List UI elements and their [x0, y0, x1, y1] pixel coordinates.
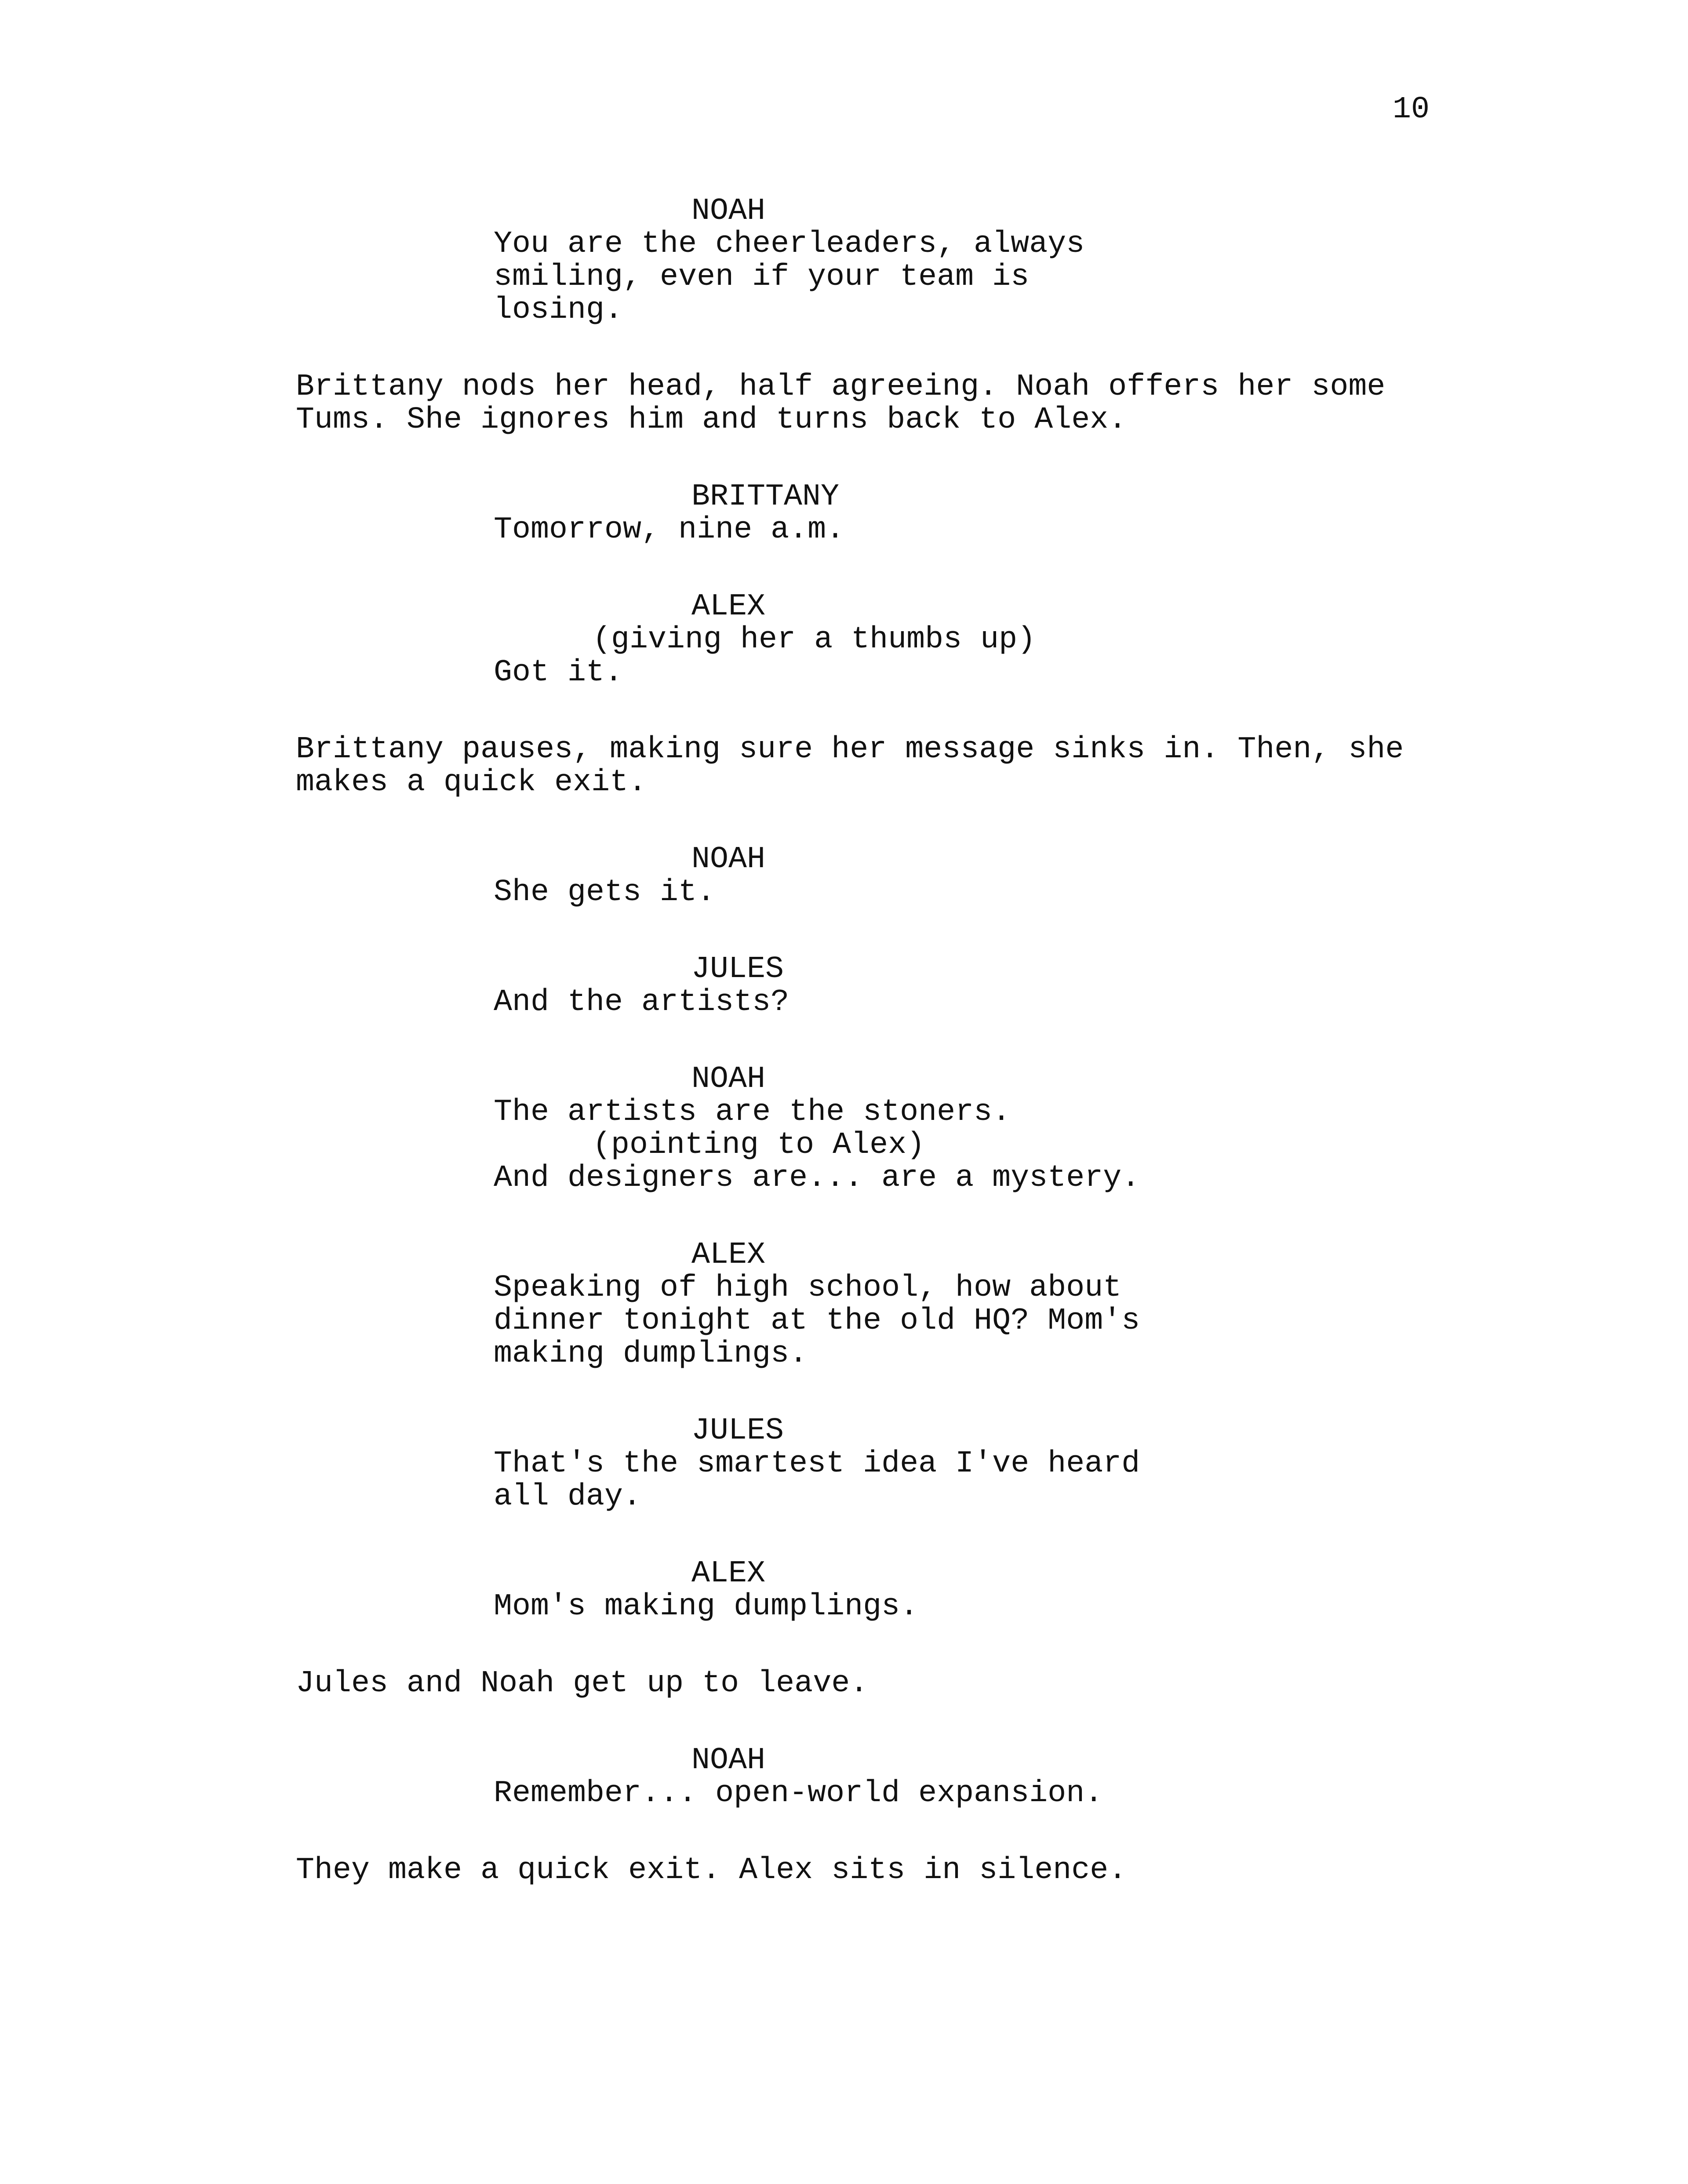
dialogue-line: Speaking of high school, how about: [494, 1271, 1122, 1305]
character-name: BRITTANY: [691, 480, 840, 514]
character-name: NOAH: [691, 842, 766, 877]
parenthetical: (pointing to Alex): [593, 1128, 925, 1163]
dialogue-line: Remember... open-world expansion.: [494, 1776, 1103, 1811]
action-line: makes a quick exit.: [296, 765, 647, 800]
character-name: NOAH: [691, 1743, 766, 1778]
dialogue-line: And the artists?: [494, 985, 789, 1020]
dialogue-line: That's the smartest idea I've heard: [494, 1446, 1140, 1481]
page-number: 10: [1393, 92, 1430, 127]
action-line: Jules and Noah get up to leave.: [296, 1666, 869, 1701]
dialogue-line: You are the cheerleaders, always: [494, 227, 1085, 262]
character-name: NOAH: [691, 194, 766, 229]
action-line: Brittany pauses, making sure her message sinks in. Then, she: [296, 732, 1404, 767]
character-name: ALEX: [691, 1556, 766, 1591]
character-name: ALEX: [691, 589, 766, 624]
character-name: JULES: [691, 1414, 784, 1448]
dialogue-line: Got it.: [494, 655, 623, 690]
dialogue-line: making dumplings.: [494, 1337, 808, 1371]
dialogue-line: Tomorrow, nine a.m.: [494, 512, 845, 547]
character-name: ALEX: [691, 1238, 766, 1272]
character-name: JULES: [691, 952, 784, 987]
character-name: NOAH: [691, 1062, 766, 1097]
action-line: Brittany nods her head, half agreeing. Noah offers her some: [296, 370, 1386, 404]
action-line: Tums. She ignores him and turns back to Alex.: [296, 403, 1127, 437]
dialogue-line: all day.: [494, 1479, 642, 1514]
dialogue-line: The artists are the stoners.: [494, 1095, 1011, 1130]
dialogue-line: Mom's making dumplings.: [494, 1589, 919, 1624]
dialogue-line: smiling, even if your team is: [494, 260, 1030, 294]
dialogue-line: And designers are... are a mystery.: [494, 1161, 1140, 1196]
parenthetical: (giving her a thumbs up): [593, 622, 1036, 657]
dialogue-line: She gets it.: [494, 875, 716, 910]
action-line: They make a quick exit. Alex sits in silence.: [296, 1853, 1127, 1888]
dialogue-line: losing.: [494, 293, 623, 327]
dialogue-line: dinner tonight at the old HQ? Mom's: [494, 1304, 1140, 1338]
